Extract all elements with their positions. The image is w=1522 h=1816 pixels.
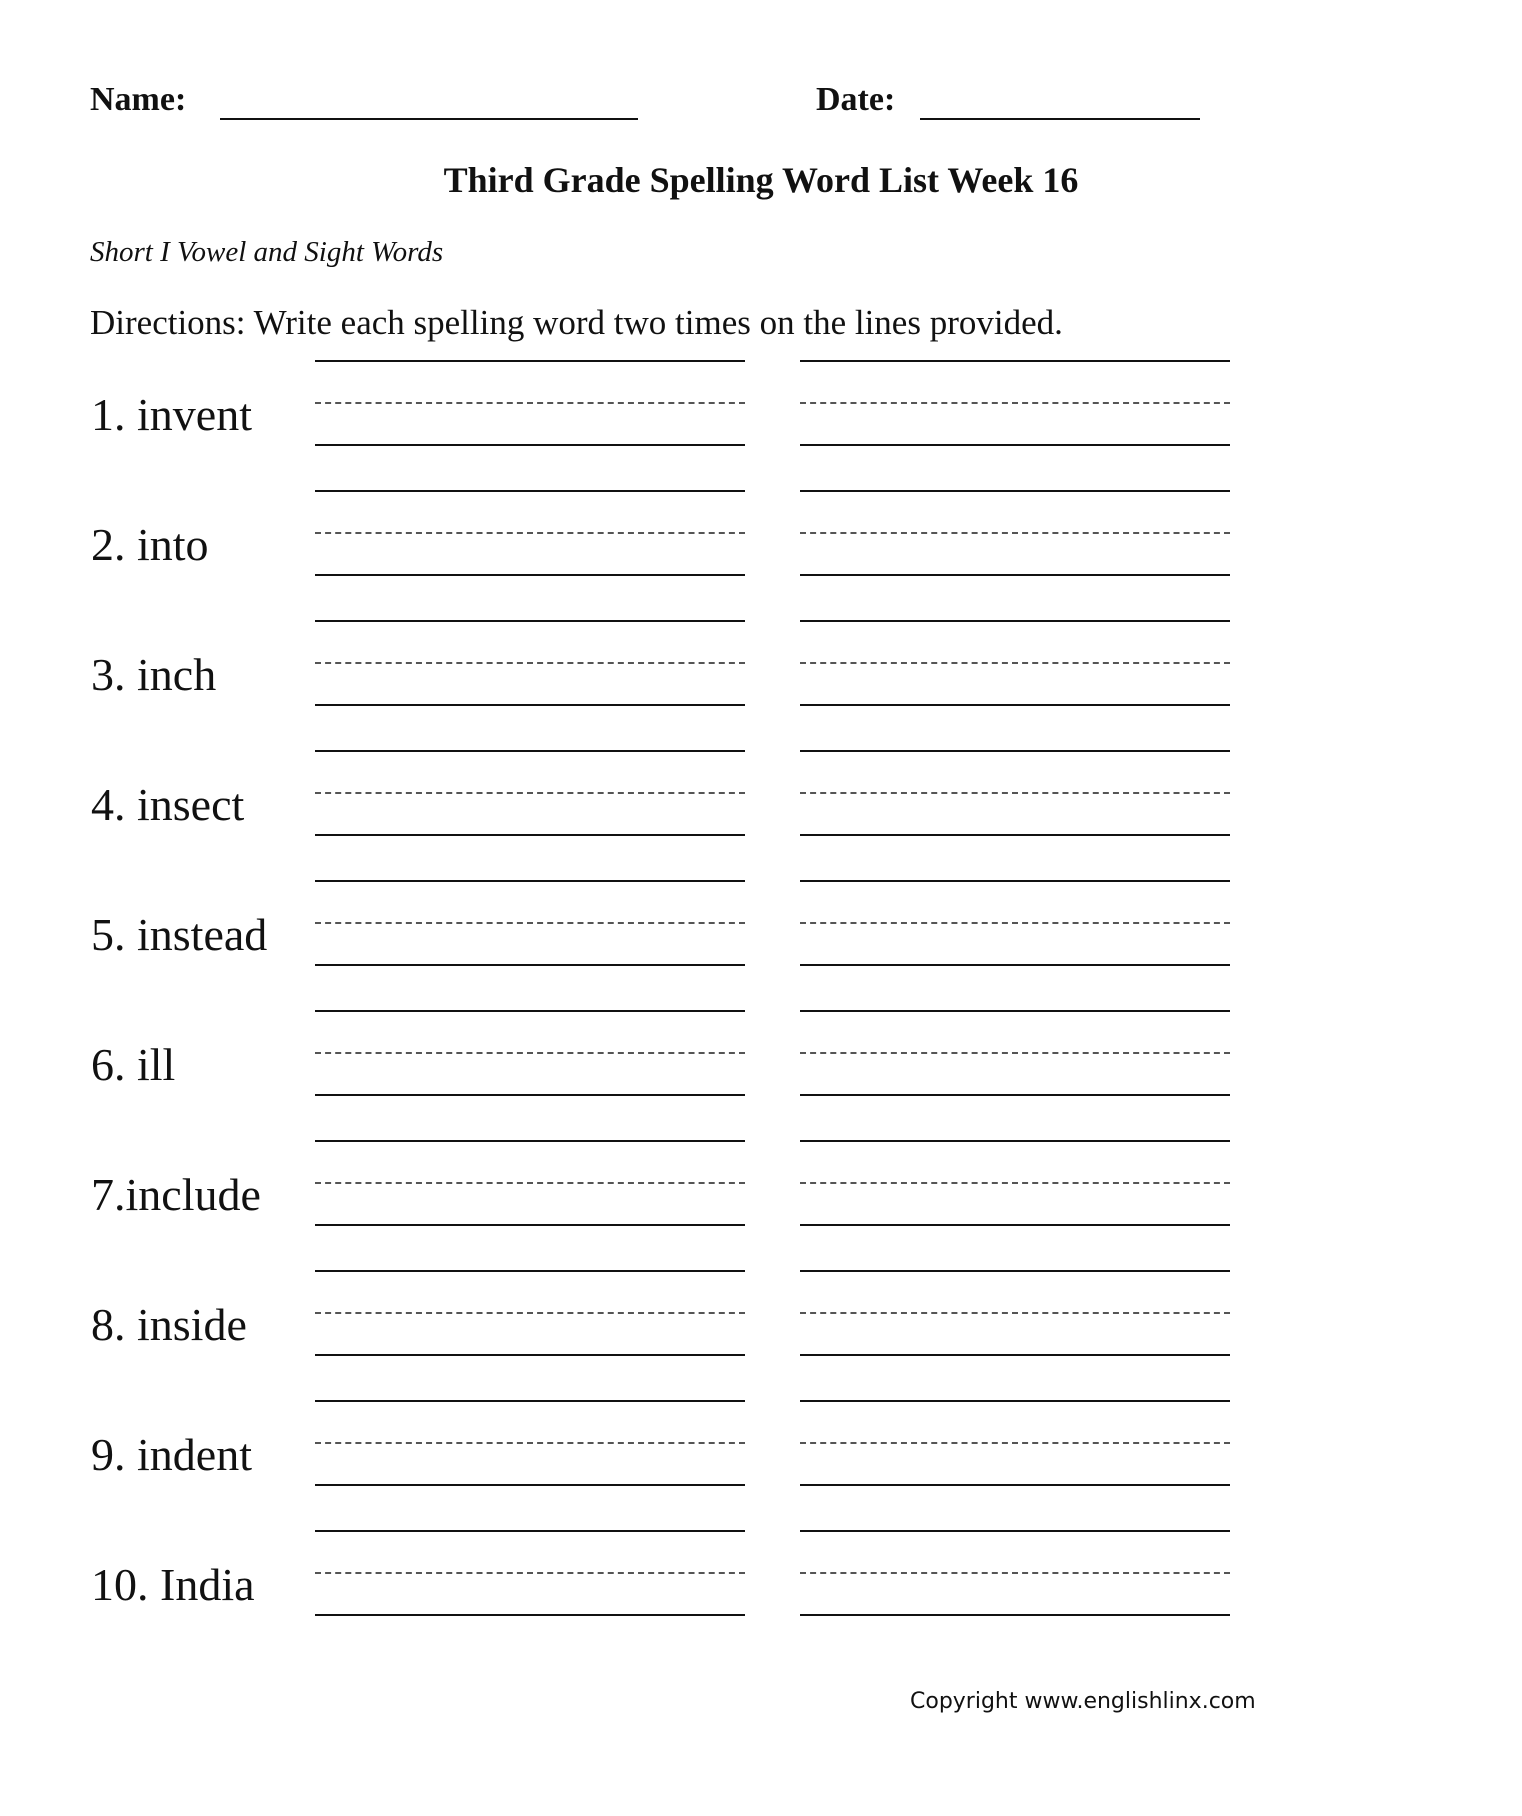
solid-guideline	[800, 1270, 1230, 1272]
solid-guideline	[800, 1484, 1230, 1486]
solid-guideline	[800, 1224, 1230, 1226]
spelling-word: 8. inside	[91, 1299, 247, 1350]
solid-guideline	[315, 1224, 745, 1226]
dashed-midline	[315, 532, 745, 534]
spelling-word-row	[0, 1140, 1522, 1270]
dashed-midline	[800, 1312, 1230, 1314]
solid-guideline	[315, 1094, 745, 1096]
dashed-midline	[800, 1052, 1230, 1054]
solid-guideline	[800, 620, 1230, 622]
solid-guideline	[315, 1400, 745, 1402]
solid-guideline	[315, 1354, 745, 1356]
spelling-word-row	[0, 1530, 1522, 1660]
spelling-word: 7.include	[91, 1169, 261, 1220]
spelling-word-row	[0, 1270, 1522, 1400]
writing-lines-first[interactable]	[315, 750, 745, 834]
writing-lines-first[interactable]	[315, 1400, 745, 1484]
spelling-word-row	[0, 490, 1522, 620]
spelling-word-row	[0, 1010, 1522, 1140]
dashed-midline	[315, 1442, 745, 1444]
dashed-midline	[315, 1182, 745, 1184]
spelling-word: 10. India	[91, 1559, 255, 1610]
spelling-word: 1. invent	[91, 389, 252, 440]
solid-guideline	[315, 1140, 745, 1142]
dashed-midline	[800, 1182, 1230, 1184]
dashed-midline	[800, 922, 1230, 924]
dashed-midline	[800, 1572, 1230, 1574]
writing-lines-second[interactable]	[800, 620, 1230, 704]
dashed-midline	[315, 1312, 745, 1314]
solid-guideline	[800, 490, 1230, 492]
dashed-midline	[800, 792, 1230, 794]
solid-guideline	[800, 750, 1230, 752]
spelling-word: 6. ill	[91, 1039, 176, 1090]
writing-lines-first[interactable]	[315, 1140, 745, 1224]
dashed-midline	[315, 1572, 745, 1574]
writing-lines-first[interactable]	[315, 360, 745, 444]
solid-guideline	[315, 490, 745, 492]
writing-lines-second[interactable]	[800, 1010, 1230, 1094]
solid-guideline	[315, 1270, 745, 1272]
spelling-word: 3. inch	[91, 649, 217, 700]
dashed-midline	[315, 1052, 745, 1054]
solid-guideline	[315, 574, 745, 576]
writing-lines-second[interactable]	[800, 750, 1230, 834]
solid-guideline	[315, 1530, 745, 1532]
solid-guideline	[315, 444, 745, 446]
writing-lines-first[interactable]	[315, 1010, 745, 1094]
date-label: Date:	[816, 81, 896, 118]
solid-guideline	[315, 704, 745, 706]
solid-guideline	[800, 1400, 1230, 1402]
worksheet-title: Third Grade Spelling Word List Week 16	[443, 160, 1079, 200]
writing-lines-second[interactable]	[800, 1530, 1230, 1614]
solid-guideline	[800, 964, 1230, 966]
solid-guideline	[315, 360, 745, 362]
solid-guideline	[800, 1094, 1230, 1096]
spelling-word-row	[0, 880, 1522, 1010]
solid-guideline	[315, 750, 745, 752]
spelling-word-row	[0, 620, 1522, 750]
spelling-word: 9. indent	[91, 1429, 252, 1480]
name-label: Name:	[90, 81, 187, 118]
directions-text: Directions: Write each spelling word two times on the lines provided.	[90, 303, 1063, 342]
dashed-midline	[800, 1442, 1230, 1444]
solid-guideline	[315, 1484, 745, 1486]
writing-lines-first[interactable]	[315, 1530, 745, 1614]
solid-guideline	[800, 704, 1230, 706]
dashed-midline	[800, 402, 1230, 404]
dashed-midline	[800, 532, 1230, 534]
writing-lines-second[interactable]	[800, 880, 1230, 964]
dashed-midline	[800, 662, 1230, 664]
solid-guideline	[800, 1010, 1230, 1012]
solid-guideline	[315, 1010, 745, 1012]
solid-guideline	[315, 880, 745, 882]
spelling-word: 4. insect	[91, 779, 245, 830]
solid-guideline	[315, 964, 745, 966]
solid-guideline	[800, 574, 1230, 576]
writing-lines-second[interactable]	[800, 1270, 1230, 1354]
dashed-midline	[315, 922, 745, 924]
writing-lines-second[interactable]	[800, 360, 1230, 444]
spelling-word: 2. into	[91, 519, 209, 570]
solid-guideline	[800, 1614, 1230, 1616]
dashed-midline	[315, 402, 745, 404]
spelling-word-row	[0, 1400, 1522, 1530]
writing-lines-first[interactable]	[315, 620, 745, 704]
writing-lines-first[interactable]	[315, 880, 745, 964]
copyright-text: Copyright www.englishlinx.com	[910, 1689, 1256, 1714]
solid-guideline	[315, 1614, 745, 1616]
spelling-word: 5. instead	[91, 909, 268, 960]
spelling-word-row	[0, 360, 1522, 490]
solid-guideline	[800, 444, 1230, 446]
writing-lines-second[interactable]	[800, 490, 1230, 574]
solid-guideline	[800, 1530, 1230, 1532]
writing-lines-first[interactable]	[315, 1270, 745, 1354]
writing-lines-second[interactable]	[800, 1140, 1230, 1224]
writing-lines-first[interactable]	[315, 490, 745, 574]
solid-guideline	[315, 620, 745, 622]
dashed-midline	[315, 792, 745, 794]
solid-guideline	[800, 880, 1230, 882]
spelling-word-row	[0, 750, 1522, 880]
solid-guideline	[315, 834, 745, 836]
writing-lines-second[interactable]	[800, 1400, 1230, 1484]
dashed-midline	[315, 662, 745, 664]
solid-guideline	[800, 1354, 1230, 1356]
worksheet-subtitle: Short I Vowel and Sight Words	[90, 236, 444, 268]
solid-guideline	[800, 360, 1230, 362]
solid-guideline	[800, 834, 1230, 836]
solid-guideline	[800, 1140, 1230, 1142]
